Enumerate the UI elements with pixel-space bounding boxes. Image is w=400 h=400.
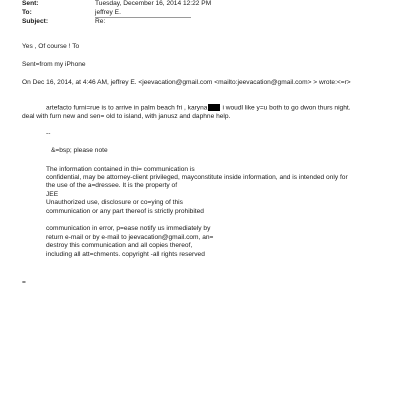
quoted-line-2: deal with furn new and sen= old to island, with janusz and daphne help. [22,113,231,120]
notify-line: communication in error, p=ease notify us immediately by [46,225,211,232]
redaction-bar [208,104,220,111]
disclaimer-line: Unauthorized use, disclosure or co=ying of this [46,199,183,206]
notify-line: destroy this communication and all copies thereof, [46,242,193,249]
notify-line: including all att=chments. copyright -all rights reserved [46,251,205,258]
subject-rule [95,17,191,18]
disclaimer-line: communication or any part thereof is strictly prohibited [46,208,204,215]
to-label: To: [22,9,32,16]
reply-text: Yes , Of course ! To [22,43,80,50]
subject-value: Re: [95,18,106,25]
disclaimer-line: JEE [46,191,59,198]
disclaimer-line: confidential, may be attorney-client privileged, mayconstitute inside information, and is intended only for [46,174,348,181]
subject-label: Subject: [22,18,49,25]
quote-header: On Dec 16, 2014, at 4:46 AM, jeffrey E. <jeevacation@gmail.com <mailto:jeevacation@gmail.com> > wrote:<=r> [22,79,351,86]
end-marker: = [22,279,26,286]
signature-text: Sent=from my iPhone [22,61,86,68]
disclaimer-line: the use of the a=dressee. It is the property of [46,182,178,189]
quoted-line-1-start: artefacto furni=rue is to arrive in palm beach fri , karyna [46,104,208,112]
quoted-line-1 [46,104,351,113]
dashes: -- [46,130,51,137]
quoted-line-1-end: i woudl like y=u both to go dwon thurs night. [222,104,351,112]
sent-value: Tuesday, December 16, 2014 12:22 PM [95,0,212,7]
disclaimer-line: The information contained in thi= communication is [46,166,195,173]
bsp-note: &=bsp; please note [51,147,108,154]
sent-label: Sent: [22,0,39,7]
notify-line: return e-mail or by e-mail to jeevacation@gmail.com, an= [46,234,214,241]
to-value: jeffrey E. [95,9,121,16]
